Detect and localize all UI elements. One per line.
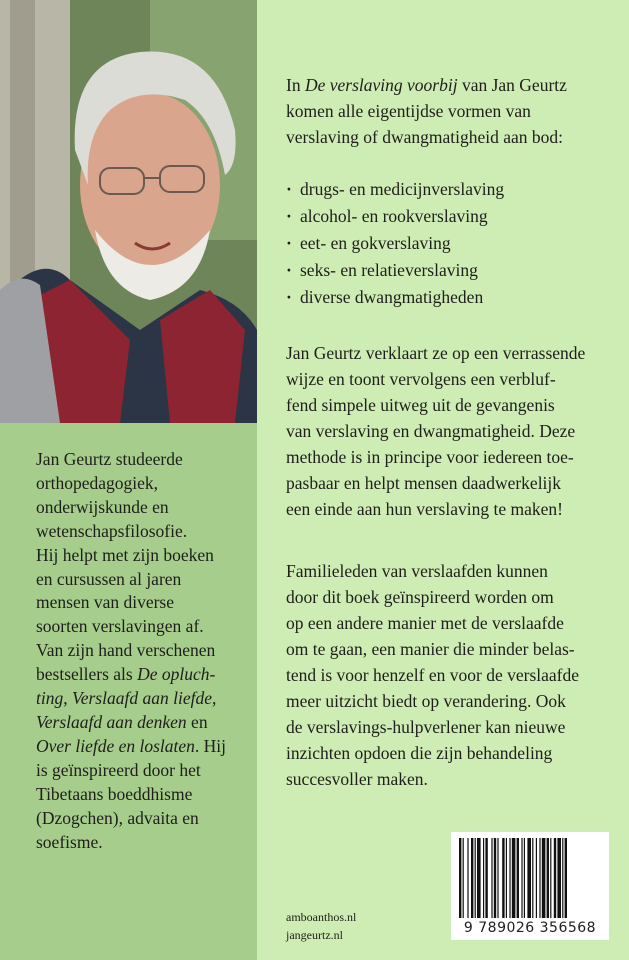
barcode-bar xyxy=(542,838,546,918)
portrait-illustration xyxy=(0,0,257,423)
book-title: Over liefde en loslaten xyxy=(36,735,195,756)
barcode-bar xyxy=(467,838,468,918)
intro-paragraph xyxy=(286,72,616,150)
bio-line: Tibetaans boeddhisme xyxy=(36,783,193,804)
paragraph-line: de verslavings-hulpverlener kan nieuwe xyxy=(286,717,566,737)
bio-line: wetenschapsfilosofie. xyxy=(36,520,188,541)
barcode-bar xyxy=(463,838,464,918)
book-title: De opluch- xyxy=(137,664,216,685)
barcode-bar xyxy=(485,838,487,918)
bio-line: soorten verslavingen af. xyxy=(36,616,204,637)
intro-line: komen alle eigentijdse vormen van xyxy=(286,101,531,121)
barcode-bar xyxy=(547,838,549,918)
list-item: · eet- en gokverslaving xyxy=(286,230,504,257)
list-item: · seks- en relatieverslaving xyxy=(286,257,504,284)
barcode-bar xyxy=(539,838,540,918)
isbn-barcode xyxy=(451,832,609,940)
list-item: · diverse dwangmatigheden xyxy=(286,284,504,311)
paragraph-line: een einde aan hun verslaving te maken! xyxy=(286,499,563,519)
book-title: De verslaving voorbij xyxy=(304,75,458,95)
barcode-bar xyxy=(459,838,461,918)
bio-line xyxy=(36,687,251,711)
barcode-bar xyxy=(491,838,492,918)
bio-line: onderwijskunde en xyxy=(36,496,169,517)
barcode-bar xyxy=(494,838,496,918)
website-link[interactable]: jangeurtz.nl xyxy=(286,928,343,942)
paragraph-line: fend simpele uitweg uit de gevangenis xyxy=(286,395,555,415)
author-photo xyxy=(0,0,257,423)
addiction-list xyxy=(286,176,504,311)
paragraph-line: inzichten opdoen die zijn behandeling xyxy=(286,743,553,763)
paragraph-line: methode is in principe voor iedereen toe- xyxy=(286,447,574,467)
bio-line: Hij helpt met zijn boeken xyxy=(36,544,214,565)
barcode-bar xyxy=(557,838,561,918)
intro-line: verslaving of dwangmatigheid aan bod: xyxy=(286,127,564,147)
bio-line: soefisme. xyxy=(36,831,103,852)
bio-line xyxy=(36,735,251,759)
barcode-bar xyxy=(509,838,510,918)
bio-line xyxy=(36,711,251,735)
bio-text: , xyxy=(211,688,217,709)
barcode-bar xyxy=(471,838,473,918)
barcode-bar xyxy=(477,838,481,918)
website-link[interactable]: amboanthos.nl xyxy=(286,910,357,924)
barcode-bars xyxy=(459,838,601,918)
book-title: Verslaafd aan liefde xyxy=(71,688,212,709)
barcode-bar xyxy=(532,838,533,918)
paragraph-line: op een andere manier met de verslaafde xyxy=(286,613,564,633)
barcode-bar xyxy=(506,838,507,918)
bio-line: is geïnspireerd door het xyxy=(36,759,201,780)
barcode-bar xyxy=(497,838,498,918)
paragraph-line: Familieleden van verslaafden kunnen xyxy=(286,561,548,581)
barcode-bar xyxy=(536,838,537,918)
paragraph-line: succesvoller maken. xyxy=(286,769,428,789)
barcode-bar xyxy=(475,838,476,918)
bio-text: en xyxy=(186,711,208,732)
bio-text: bestsellers als xyxy=(36,664,138,685)
paragraph-line: om te gaan, een manier die minder belas- xyxy=(286,639,575,659)
barcode-bar xyxy=(483,838,484,918)
method-paragraph xyxy=(286,340,618,522)
list-item: · alcohol- en rookverslaving xyxy=(286,203,504,230)
book-title: Verslaafd aan denken xyxy=(36,711,187,732)
barcode-bar xyxy=(517,838,519,918)
bio-line xyxy=(36,663,251,687)
bio-line: (Dzogchen), advaita en xyxy=(36,807,199,828)
paragraph-line: Jan Geurtz verklaart ze op een verrassende xyxy=(286,343,586,363)
intro-text: van Jan Geurtz xyxy=(457,75,567,95)
bio-line: en cursussen al jaren xyxy=(36,568,182,589)
paragraph-line: wijze en toont vervolgens een verbluf- xyxy=(286,369,556,389)
publisher-links xyxy=(286,908,356,944)
family-paragraph xyxy=(286,558,618,792)
intro-text: In xyxy=(286,75,305,95)
bio-line: mensen van diverse xyxy=(36,592,175,613)
paragraph-line: meer uitzicht biedt op verandering. Ook xyxy=(286,691,566,711)
barcode-bar xyxy=(562,838,563,918)
intro-line xyxy=(286,72,616,98)
bio-line: orthopedagogiek, xyxy=(36,472,158,493)
barcode-bar xyxy=(524,838,525,918)
barcode-bar xyxy=(565,838,567,918)
author-bio xyxy=(36,448,251,854)
book-title: ting xyxy=(36,688,64,709)
barcode-bar xyxy=(554,838,556,918)
barcode-bar xyxy=(502,838,504,918)
bio-line: Jan Geurtz studeerde xyxy=(36,449,183,469)
paragraph-line: van verslaving en dwangmatigheid. Deze xyxy=(286,421,576,441)
bio-line: Van zijn hand verschenen xyxy=(36,640,216,661)
bio-text: . Hij xyxy=(194,735,227,756)
barcode-bar xyxy=(512,838,516,918)
list-item: · drugs- en medicijnverslaving xyxy=(286,176,504,203)
bio-text: , xyxy=(63,688,72,709)
barcode-bar xyxy=(550,838,551,918)
barcode-bar xyxy=(527,838,531,918)
paragraph-line: tend is voor henzelf en voor de verslaafde xyxy=(286,665,580,685)
isbn-number: 9 789026 356568 xyxy=(463,920,597,936)
barcode-bar xyxy=(521,838,522,918)
paragraph-line: door dit boek geïnspireerd worden om xyxy=(286,587,554,607)
paragraph-line: pasbaar en helpt mensen daadwerkelijk xyxy=(286,473,562,493)
